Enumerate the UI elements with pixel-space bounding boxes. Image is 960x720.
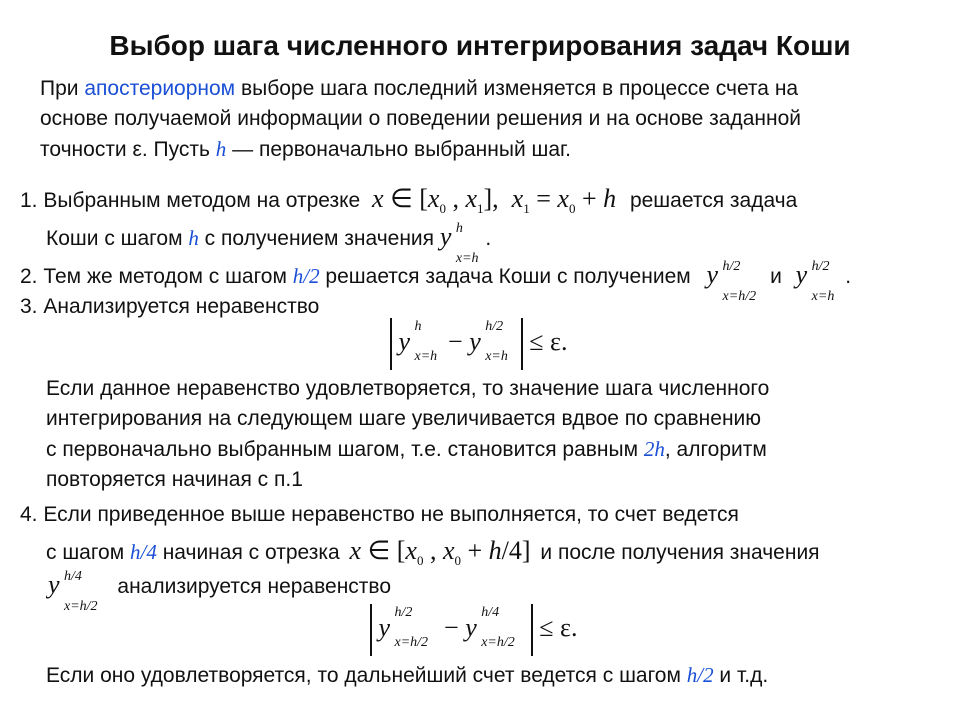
h-highlight: h	[215, 137, 227, 161]
step4-text: анализируется неравенство	[117, 575, 392, 598]
step3-line1: 3. Анализируется неравенство	[20, 295, 320, 318]
step4-text: начиная с отрезка	[156, 541, 340, 564]
step4-line1: 4. Если приведенное выше неравенство не выполняется, то счет ведется	[20, 503, 739, 526]
step3-text: , алгоритм	[664, 438, 767, 461]
step3-text: повторяется начиная с п.1	[46, 468, 303, 491]
h2-highlight: h/2	[292, 264, 320, 288]
inequality-2: y h/2 x=h/2 − y h/4 x=h/2 ≤ ε.	[370, 604, 577, 656]
intro-text: точности ε. Пусть	[40, 138, 216, 161]
h-highlight: h	[188, 226, 199, 250]
step1-text: 1. Выбранным методом на отрезке	[20, 189, 361, 212]
step3-text: с первоначально выбранным шагом, т.е. становится равным	[46, 438, 644, 461]
step3-text: Если данное неравенство удовлетворяется, то значение шага численного	[46, 377, 770, 400]
step1-text: с получением значения	[198, 227, 435, 250]
intro-text: — первоначально выбранный шаг.	[226, 138, 571, 161]
step1-text: решается задача	[629, 189, 798, 212]
intro-text: выборе шага последний изменяется в процессе счета на	[235, 77, 799, 100]
step1-text: Коши с шагом	[46, 227, 189, 250]
step4-text: и после получения значения	[540, 541, 820, 564]
interval-formula: x ∈ [$x_0$ , $x_1$], $x_1 = x_0 + h$	[372, 184, 617, 217]
step4-line3	[48, 569, 392, 614]
h2-highlight: h/2	[686, 663, 714, 687]
step3-paragraph	[46, 374, 769, 495]
2h-highlight: 2h	[643, 437, 665, 461]
y-h4-value: y h/4 x=h/2	[48, 569, 98, 614]
page-title: Выбор шага численного интегрирования задач Коши	[109, 30, 851, 61]
intro-text: При	[40, 77, 85, 100]
step1-line2: Коши с шагом h с получением значения y h x=h .	[46, 221, 492, 266]
intro-text: основе получаемой информации о поведении решения и на основе заданной	[40, 107, 801, 130]
intro-highlight: апостериорном	[84, 77, 236, 100]
step2-text: 2. Тем же методом с шагом	[20, 265, 293, 288]
y-h2-value: y h/2 x=h/2	[706, 259, 757, 304]
y-h2-at-h-value: y h/2 x=h	[795, 259, 835, 304]
intro-paragraph	[40, 74, 801, 165]
step1-line1	[20, 184, 797, 224]
step4-text: с шагом	[46, 541, 131, 564]
h4-highlight: h/4	[130, 540, 157, 564]
inequality-1: y h x=h − y h/2 x=h ≤ ε.	[390, 318, 567, 370]
step2-line: 2. Тем же методом с шагом h/2 решается задача Коши с получением y h/2 x=h/2 и y h/2 x=h .	[20, 259, 852, 304]
step4-text: и т.д.	[713, 664, 769, 687]
step3-text: интегрирования на следующем шаге увеличивается вдвое по сравнению	[46, 407, 762, 430]
interval-formula-2: x ∈ [$x_0$ , $x_0 + h/4$]	[349, 536, 531, 569]
step4-final	[46, 660, 768, 691]
step4-text: Если оно удовлетворяется, то дальнейший счет ведется с шагом	[46, 664, 687, 687]
y-h-value: y h x=h	[439, 221, 479, 266]
step2-text: решается задача Коши с получением	[319, 265, 691, 288]
